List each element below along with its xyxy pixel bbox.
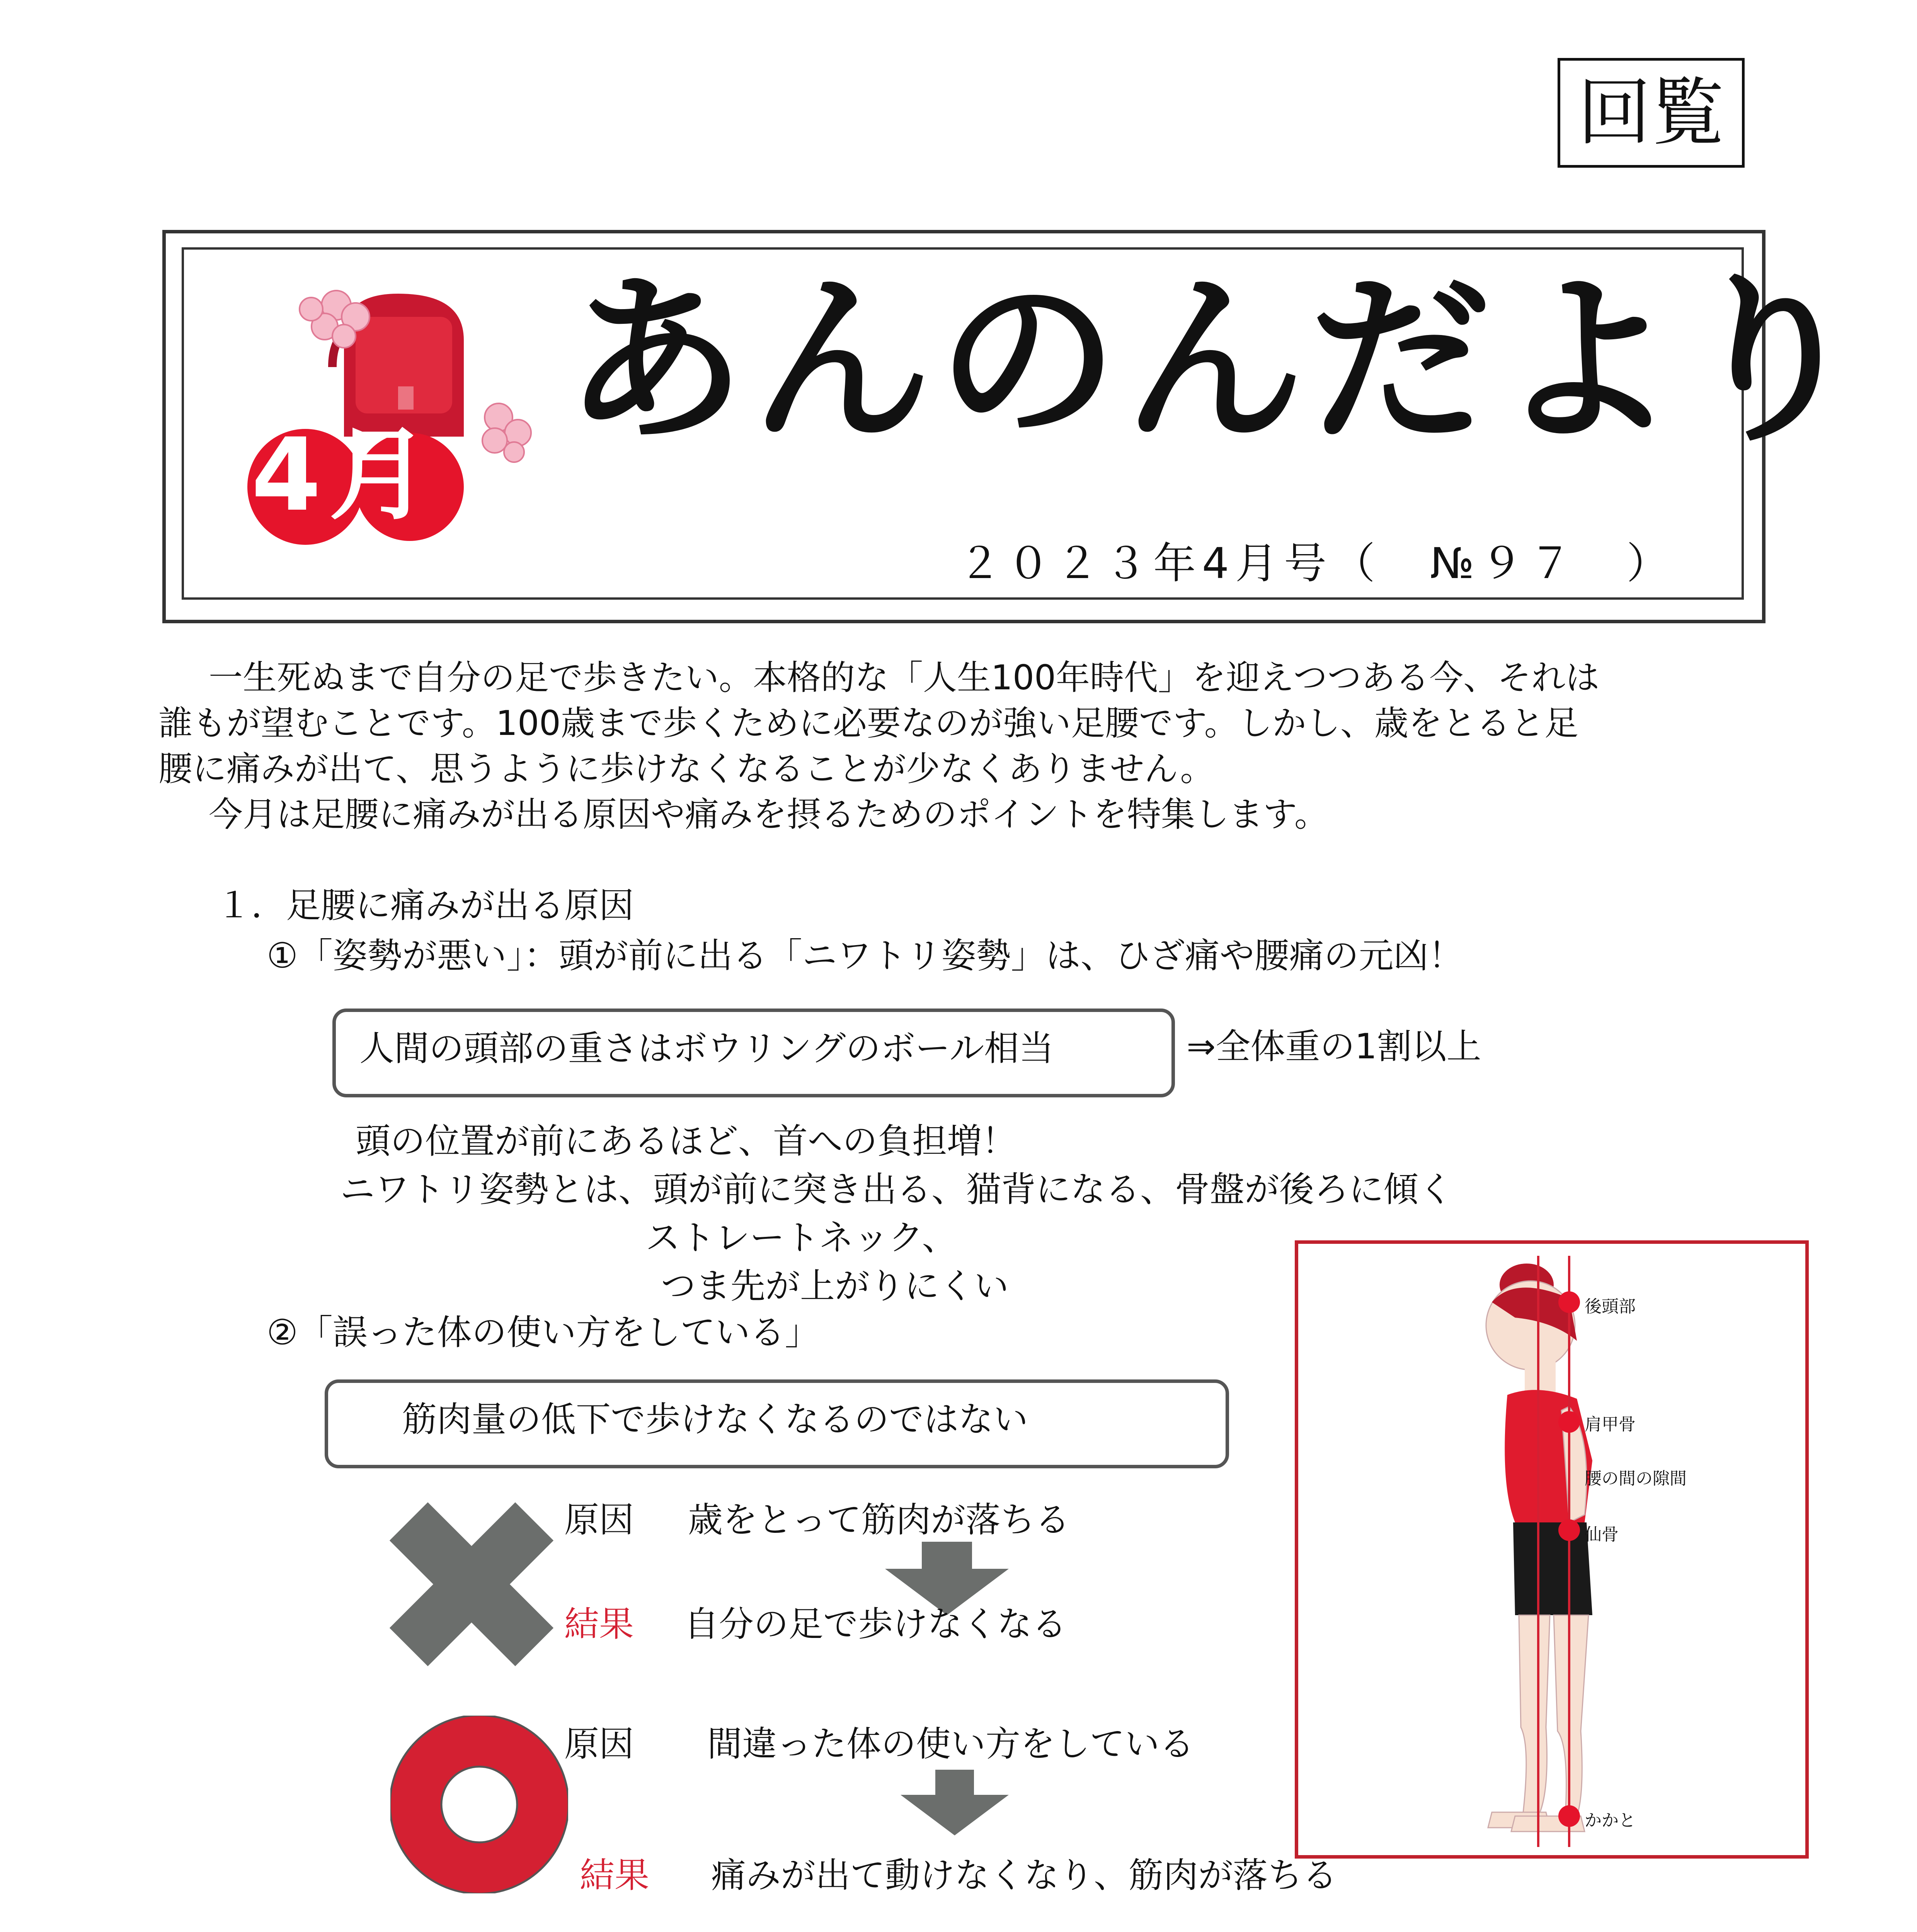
head-weight-text: 人間の頭部の重さはボウリングのボール相当 — [359, 1028, 1054, 1069]
right-result-label: 結果 — [580, 1855, 649, 1896]
newsletter-title: あんのんだより — [564, 255, 1868, 467]
wrong-result-label: 結果 — [564, 1604, 634, 1645]
month-badge-label: 4月 — [251, 417, 437, 534]
section-heading: １．足腰に痛みが出る原因 — [216, 885, 634, 926]
wrong-cause: 歳をとって筋肉が落ちる — [688, 1500, 1070, 1540]
figure-label-scapula: 肩甲骨 — [1585, 1415, 1636, 1434]
posture-figure — [1299, 1244, 1805, 1855]
down-arrow-icon — [897, 1770, 1013, 1839]
wrong-cause-label: 原因 — [564, 1500, 634, 1540]
intro-line-2: 誰もが望むことです。100歳まで歩くために必要なのが強い足腰です。しかし、歳をとると足 — [158, 703, 1578, 743]
item2-heading: ②「誤った体の使い方をしている」 — [267, 1312, 820, 1353]
wrong-result: 自分の足で歩けなくなる — [684, 1604, 1067, 1645]
right-cause: 間違った体の使い方をしている — [707, 1724, 1194, 1764]
item1-line-3: ストレートネック、 — [645, 1218, 957, 1258]
intro-line-4: 今月は足腰に痛みが出る原因や痛みを摂るためのポイントを特集します。 — [209, 794, 1328, 834]
issue-number: ２０２３年4月号（ №９７ ） — [958, 539, 1675, 588]
item1-line-2: ニワトリ姿勢とは、頭が前に突き出る、猫背になる、骨盤が後ろに傾く — [340, 1169, 1453, 1210]
figure-label-lumbar-gap: 腰の間の隙間 — [1585, 1469, 1687, 1488]
figure-label-sacrum: 仙骨 — [1585, 1525, 1619, 1544]
muscle-box-text: 筋肉量の低下で歩けなくなるのではない — [402, 1399, 1028, 1440]
item1-line-4: つま先が上がりにくい — [661, 1266, 1009, 1306]
intro-line-1: 一生死ぬまで自分の足で歩きたい。本格的な「人生100年時代」を迎えつつある今、それは — [209, 658, 1600, 697]
item1-line-1: 頭の位置が前にあるほど、首への負担増！ — [356, 1121, 1016, 1162]
circulation-stamp: 回覧 — [1558, 58, 1745, 168]
intro-line-3: 腰に痛みが出て、思うように歩けなくなることが少なくありません。 — [158, 749, 1214, 789]
right-cause-label: 原因 — [564, 1724, 634, 1764]
item1-heading: ①「姿勢が悪い」：頭が前に出る「ニワトリ姿勢」は、ひざ痛や腰痛の元凶！ — [267, 935, 1463, 976]
head-weight-note: ⇒全体重の1割以上 — [1187, 1026, 1481, 1067]
figure-label-heel: かかと — [1585, 1811, 1636, 1830]
figure-label-occiput: 後頭部 — [1585, 1297, 1636, 1316]
right-result: 痛みが出て動けなくなり、筋肉が落ちる — [711, 1855, 1337, 1896]
cross-mark-icon — [371, 1492, 572, 1677]
circle-mark-icon — [390, 1716, 568, 1893]
